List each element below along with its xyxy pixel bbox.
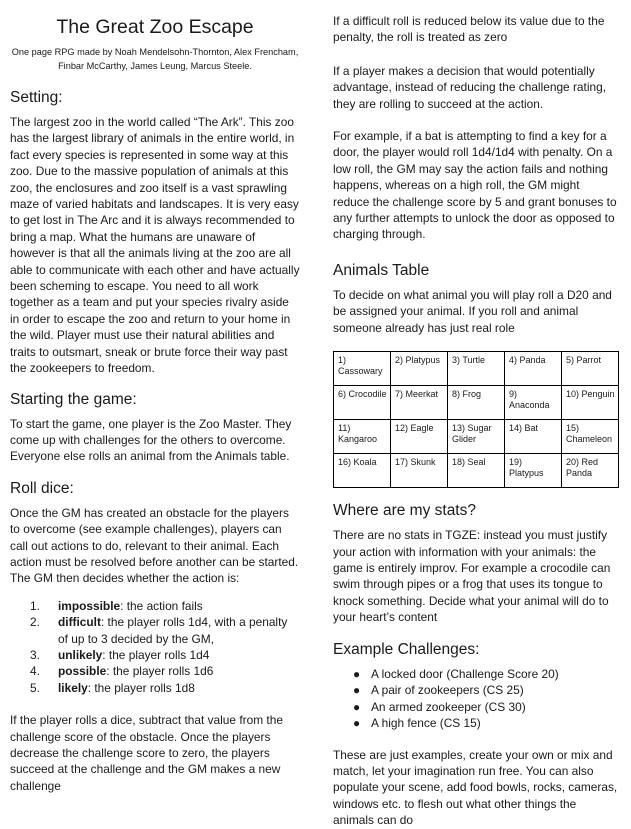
table-cell: 7) Meerkat	[391, 386, 448, 420]
table-cell: 6) Crocodile	[334, 386, 391, 420]
list-item: 1. impossible: the action fails	[30, 598, 203, 613]
table-cell: 17) Skunk	[391, 454, 448, 488]
challenges-outro: These are just examples, create your own or mix and match, let your imagination run free. You can also populate your scene, add food bowls, rocks, cameras, windows etc. to flesh out what other things the animals can do	[333, 747, 618, 828]
table-cell: 8) Frog	[448, 386, 505, 420]
example-note: For example, if a bat is attempting to find a key for a door, the player would roll 1d4/1d4 with penalty. On a low roll, the GM may say the action fails and nothing happens, whereas on a high roll, the GM might reduce the challenge score by 5 and grant bonuses to any further attempts to unlock the door as opposed to charging through.	[333, 129, 617, 242]
roll-dice-heading: Roll dice:	[10, 479, 74, 497]
setting-body: The largest zoo in the world called “The Ark”. This zoo has the largest library of animals in the entire world, in fact every species is represented in some way at this zoo. Due to the massive population of animals at this zoo, the enclosures and zoo itself is a vast sprawling maze of varied habitats and landscapes. It is very easy to get lost in The Arc and it is always recommended to bring a map. What the humans are unaware of however is that all the animals living at the zoo are all able to communicate with each other and have actually been scheming to escape. You need to all work together as a team and put your species rivalry aside in order to escape the zoo and return to your home in the wild. Player must use their natural abilities and traits to outsmart, sneak or brute force their way past the zookeepers to freedom.	[10, 115, 300, 376]
setting-heading: Setting:	[10, 89, 63, 106]
list-item: 2. difficult: the player rolls 1d4, with a penalty of up to 3 decided by the GM,	[30, 615, 288, 646]
challenges-list	[333, 666, 619, 732]
table-cell: 10) Penguin	[562, 386, 619, 420]
animals-heading: Animals Table	[333, 261, 430, 279]
table-row	[334, 420, 619, 454]
table-cell: 9) Anaconda	[505, 386, 562, 420]
list-item: 4. possible: the player rolls 1d6	[30, 664, 214, 679]
table-row	[334, 352, 619, 386]
table-cell: 15) Chameleon	[562, 420, 619, 454]
stats-heading: Where are my stats?	[333, 502, 476, 520]
table-cell: 11) Kangaroo	[334, 420, 391, 454]
table-row	[334, 454, 619, 488]
starting-body: To start the game, one player is the Zoo Master. They come up with challenges for the others to overcome. Everyone else rolls an animal from the Animals table.	[10, 416, 292, 464]
roll-dice-intro: Once the GM has created an obstacle for the players to overcome (see example challenges), players can call out actions to do, relevant to their animal. Each action must be resolved before another can be started. The GM then decides whether the action is:	[10, 505, 299, 586]
right-column	[333, 0, 619, 829]
animals-intro: To decide on what animal you will play roll a D20 and be assigned your animal. If you roll and animal someone already has just real role	[333, 287, 612, 335]
table-cell: 2) Platypus	[391, 352, 448, 386]
stats-body: There are no stats in TGZE: instead you must justify your action with information with your animals: the game is entirely improv. For example a crocodile can swim through pipes or a frog that uses its tongue to knock something. Decide what your animal will do to your heart’s content	[333, 528, 611, 625]
animals-table	[333, 351, 619, 488]
list-item: 5. likely: the player rolls 1d8	[30, 680, 195, 695]
table-cell: 19) Platypus	[505, 454, 562, 488]
table-cell: 16) Koala	[334, 454, 391, 488]
table-cell: 3) Turtle	[448, 352, 505, 386]
difficulty-list	[10, 598, 300, 696]
table-cell: 1) Cassowary	[334, 352, 391, 386]
advantage-note: If a player makes a decision that would potentially advantage, instead of reducing the challenge rating, they are rolling to succeed at the action.	[333, 63, 607, 111]
left-column	[10, 0, 300, 794]
table-cell: 13) Sugar Glider	[448, 420, 505, 454]
challenges-heading: Example Challenges:	[333, 640, 480, 658]
table-cell: 20) Red Panda	[562, 454, 619, 488]
list-item: 3. unlikely: the player rolls 1d4	[30, 647, 210, 662]
list-item: ● A high fence (CS 15)	[353, 716, 481, 731]
page-title: The Great Zoo Escape	[56, 16, 254, 38]
table-cell: 12) Eagle	[391, 420, 448, 454]
byline: One page RPG made by Noah Mendelsohn-Thornton, Alex Frencham, Finbar McCarthy, James Leung, Marcus Steele.	[11, 47, 299, 71]
table-row	[334, 386, 619, 420]
table-cell: 18) Seal	[448, 454, 505, 488]
table-cell: 14) Bat	[505, 420, 562, 454]
table-cell: 4) Panda	[505, 352, 562, 386]
starting-heading: Starting the game:	[10, 390, 137, 408]
penalty-note: If a difficult roll is reduced below its value due to the penalty, the roll is treated as zero	[333, 14, 605, 45]
roll-dice-after: If the player rolls a dice, subtract that value from the challenge score of the obstacle. Once the players decrease the challenge score to zero, the players succeed at the challenge and the GM makes a new challenge	[10, 713, 283, 793]
list-item: ● An armed zookeeper (CS 30)	[353, 699, 526, 714]
table-cell: 5) Parrot	[562, 352, 619, 386]
list-item: ● A locked door (Challenge Score 20)	[353, 666, 559, 681]
list-item: ● A pair of zookeepers (CS 25)	[353, 683, 524, 698]
